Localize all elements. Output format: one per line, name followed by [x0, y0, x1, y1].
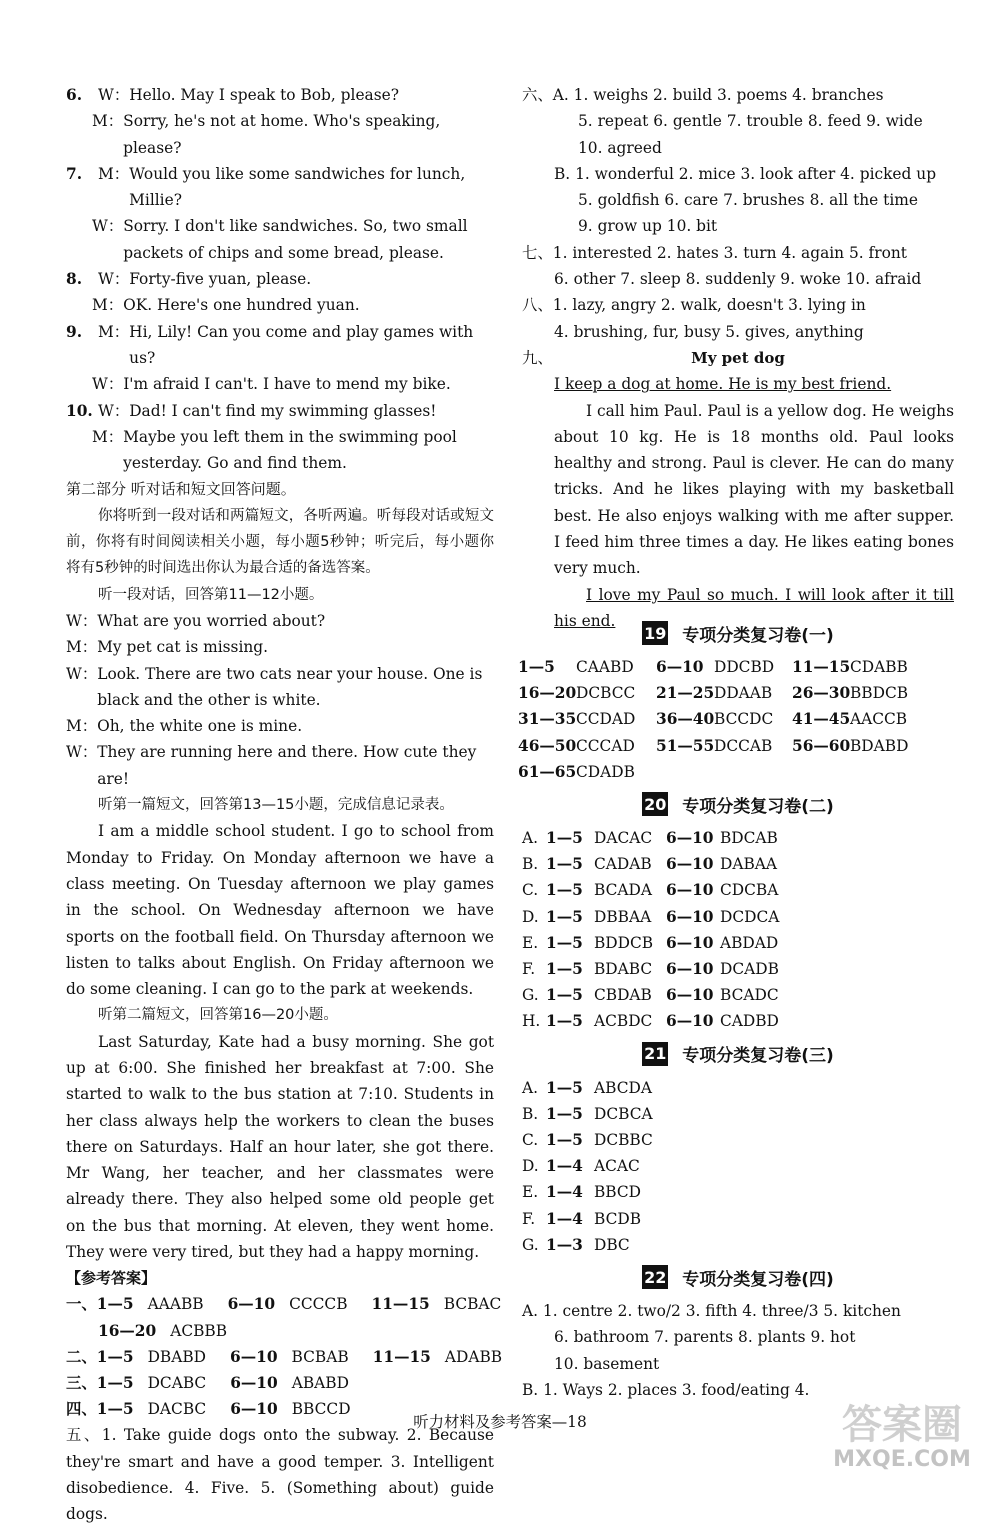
- row-letter: D.: [522, 907, 539, 926]
- answer-range: 16—20: [98, 1321, 157, 1340]
- answer-range: 6—10: [230, 1373, 278, 1392]
- section21-answers: [522, 1075, 954, 1258]
- answer-range: 三、1—5: [66, 1373, 134, 1392]
- answer-value: AAABB: [147, 1295, 204, 1314]
- answer-row: [522, 1232, 954, 1258]
- dialog-text: My pet cat is missing.: [97, 638, 269, 657]
- dialog-text: I'm afraid I can't. I have to mend my bike.: [123, 375, 451, 394]
- dialog-line: [66, 82, 494, 108]
- answer-cell: [656, 706, 792, 732]
- answer-value: DCBBC: [594, 1131, 653, 1150]
- answer-row-5: 五、1. Take guide dogs onto the subway. 2. Because they're smart and have a good temper. 3. Intelligent disobedience. 4. Five. 5. (Something about) guide dogs.: [66, 1426, 494, 1524]
- answer-range: 1—5: [546, 881, 583, 900]
- answer-range: 1—5: [546, 855, 583, 874]
- dialog-intro: 听一段对话，回答第11—12小题。: [98, 586, 324, 603]
- answer-value: CADAB: [594, 855, 652, 874]
- answer-cell: [518, 759, 656, 785]
- watermark-text-cn: 答案圈: [842, 1402, 962, 1448]
- section22-header: [522, 1262, 954, 1292]
- answer-value: DBBAA: [594, 907, 652, 926]
- section-number-badge: 19: [642, 621, 668, 645]
- answer-row: [522, 930, 954, 956]
- section20-header: [522, 789, 954, 819]
- answer-value: DBC: [594, 1235, 630, 1254]
- answer-value: ADABB: [444, 1347, 503, 1366]
- watermark-graphic: [808, 1392, 996, 1472]
- answer-range: 1—5: [546, 1078, 583, 1097]
- answer-range: 6—10: [666, 960, 714, 979]
- dialog-text: Oh, the white one is mine.: [97, 717, 303, 736]
- speaker: M：: [66, 717, 98, 736]
- answer-range: 1—5: [546, 960, 583, 979]
- conversation-line: [66, 608, 494, 634]
- answer-cell: [792, 680, 942, 706]
- answer-cell: [792, 706, 942, 732]
- speaker: M：: [92, 112, 124, 131]
- answer-row: [518, 759, 954, 785]
- passage1-intro: 听第一篇短文，回答第13—15小题，完成信息记录表。: [98, 797, 454, 814]
- answer-range: 36—40: [656, 710, 715, 729]
- speaker: W：: [66, 611, 98, 630]
- row-letter: C.: [522, 1131, 539, 1150]
- answer-range: 1—4: [546, 1183, 583, 1202]
- answer-range: 6—10: [666, 1012, 714, 1031]
- answer-row: [522, 1179, 954, 1205]
- section6-b-line2: 5. goldfish 6. care 7. brushes 8. all the time: [578, 191, 918, 210]
- answer-range: 6—10: [656, 658, 704, 676]
- answer-range: 6—10: [230, 1400, 278, 1419]
- dialog-text: Hello. May I speak to Bob, please?: [129, 86, 399, 104]
- section-title: 专项分类复习卷(二): [682, 796, 834, 817]
- answer-value: DCBCC: [576, 684, 636, 703]
- answer-range: 1—5: [546, 1104, 583, 1123]
- answer-value: DACBC: [147, 1400, 207, 1419]
- answer-value: BCBAB: [291, 1347, 349, 1366]
- row-letter: H.: [522, 1012, 541, 1031]
- section22-a-line2: 6. bathroom 7. parents 8. plants 9. hot: [554, 1328, 856, 1347]
- answer-range: 1—5: [546, 829, 583, 848]
- answer-cell: [518, 680, 656, 706]
- answer-range: 51—55: [656, 736, 715, 755]
- answer-value: CCCCB: [289, 1295, 348, 1314]
- essay-body: I call him Paul. Paul is a yellow dog. He weighs about 10 kg. He is 18 months old. Paul looks healthy and strong. Paul is clever. He can do many tricks. And he likes playing with my basketball best. He also enjoys walking with me after supper. I feed him three times a day. He likes eating bones very much.: [554, 401, 954, 578]
- dialog-text: Look. There are two cats near your house. One is black and the other is white.: [97, 664, 483, 709]
- answer-row: [518, 706, 954, 732]
- answer-value: DACAC: [594, 829, 653, 848]
- section6-a-line1: 六、A. 1. weighs 2. build 3. poems 4. branches: [522, 86, 884, 104]
- answer-value: CAABD: [576, 658, 634, 676]
- row-letter: F.: [522, 1209, 536, 1228]
- answer-range: 31—35: [518, 710, 577, 729]
- dialog-text: OK. Here's one hundred yuan.: [123, 296, 360, 315]
- section21-header: [522, 1039, 954, 1069]
- answer-value: BDDCB: [594, 933, 654, 952]
- answer-row-3: [66, 1370, 494, 1396]
- essay-opening: I keep a dog at home. He is my best friend.: [554, 375, 892, 394]
- section7-line1: 七、1. interested 2. hates 3. turn 4. again 5. front: [522, 243, 907, 262]
- dialog-line: [66, 424, 494, 477]
- answer-cell: [656, 654, 792, 680]
- dialog-text: They are running here and there. How cute they are!: [97, 743, 477, 788]
- speaker: W：: [66, 743, 98, 762]
- section-title: 专项分类复习卷(一): [682, 625, 834, 646]
- watermark-logo: [808, 1392, 996, 1472]
- answer-value: DCADB: [720, 960, 779, 979]
- answer-row: [522, 851, 954, 877]
- answer-value: BCDB: [594, 1209, 642, 1228]
- answer-value: CADBD: [720, 1012, 779, 1031]
- answer-range: 6—10: [666, 829, 714, 848]
- answer-value: AACCB: [850, 710, 908, 729]
- answer-cell: [792, 733, 942, 759]
- answer-row: [522, 1153, 954, 1179]
- dialog-text: Sorry, he's not at home. Who's speaking, please?: [123, 112, 441, 157]
- answer-value: BDCAB: [720, 829, 778, 848]
- answer-sections: [518, 614, 954, 1403]
- answer-value: BBCCD: [291, 1400, 351, 1419]
- answer-range: 二、1—5: [66, 1347, 134, 1366]
- answer-row: [522, 982, 954, 1008]
- answer-range: 1—5: [546, 1131, 583, 1150]
- answer-value: BBDCB: [850, 684, 909, 703]
- section-number-badge: 20: [642, 792, 668, 816]
- answer-range: 16—20: [518, 684, 577, 703]
- answer-value: CDABB: [850, 658, 908, 676]
- dialog-text: Dad! I can't find my swimming glasses!: [129, 401, 437, 420]
- answer-range: 6—10: [666, 933, 714, 952]
- section-number-badge: 21: [642, 1042, 668, 1066]
- answer-range: 6—10: [666, 881, 714, 900]
- row-letter: C.: [522, 881, 539, 900]
- answer-value: DABAA: [720, 855, 777, 874]
- essay-closing: I love my Paul so much. I will look after it till his end.: [554, 585, 954, 630]
- answer-value: CBDAB: [594, 986, 652, 1005]
- answer-value: ACBBB: [170, 1321, 228, 1340]
- answer-range: 一、1—5: [66, 1295, 134, 1314]
- speaker: M：: [92, 427, 124, 446]
- row-letter: A.: [522, 829, 539, 848]
- section6-b-line1: B. 1. wonderful 2. mice 3. look after 4. picked up: [554, 164, 937, 183]
- answer-range: 1—5: [546, 907, 583, 926]
- dialog-line: [66, 398, 494, 424]
- answer-value: DDAAB: [714, 684, 773, 703]
- answer-range: 1—5: [546, 933, 583, 952]
- section19-answers: [518, 654, 954, 785]
- dialog-list: [66, 82, 494, 476]
- answer-row: [522, 877, 954, 903]
- answer-range: 6—10: [666, 986, 714, 1005]
- answer-row: [522, 904, 954, 930]
- dialog-line: [66, 108, 494, 161]
- answer-range: 6—10: [227, 1295, 276, 1314]
- answer-row: [522, 956, 954, 982]
- section-number-badge: 22: [642, 1265, 668, 1289]
- dialog-line: [66, 371, 494, 397]
- passage1-text: I am a middle school student. I go to school from Monday to Friday. On Monday afternoon we have a class meeting. On Tuesday afternoon we play games in the school. On Wednesday afternoon we have sports on the football field. On Thursday afternoon we listen to talks about English. On Friday afternoon we do some cleaning. I can go to the park at weekends.: [66, 822, 494, 999]
- dialog-text: Sorry. I don't like sandwiches. So, two small packets of chips and some bread, please.: [123, 217, 468, 262]
- answer-range: 1—5: [546, 986, 583, 1005]
- row-letter: E.: [522, 933, 539, 952]
- dialog-line: [66, 292, 494, 318]
- answer-range: 6—10: [666, 855, 714, 874]
- answer-cell: [792, 654, 942, 680]
- answer-range: 56—60: [792, 736, 851, 755]
- answer-range: 四、1—5: [66, 1400, 134, 1419]
- answer-value: CDADB: [576, 762, 635, 781]
- dialog-text: Hi, Lily! Can you come and play games with us?: [129, 322, 474, 367]
- dialog-text: Would you like some sandwiches for lunch, Millie?: [129, 164, 466, 210]
- answer-range: 1—3: [546, 1235, 583, 1254]
- answer-row: [518, 680, 954, 706]
- row-letter: B.: [522, 855, 539, 874]
- speaker: M：: [98, 164, 130, 183]
- speaker: M：: [98, 322, 130, 341]
- answer-row: [522, 825, 954, 851]
- section22-a-line1: A. 1. centre 2. two/2 3. fifth 4. three/3 5. kitchen: [522, 1302, 901, 1321]
- answer-value: ACBDC: [594, 1012, 653, 1031]
- section8-line1: 八、1. lazy, angry 2. walk, doesn't 3. lying in: [522, 296, 866, 315]
- watermark-text-url: MXQE.COM: [833, 1447, 971, 1472]
- answer-row: [522, 1206, 954, 1232]
- answer-cell: [656, 680, 792, 706]
- answer-value: BDABC: [594, 960, 653, 979]
- section9-label: 九、: [522, 348, 553, 367]
- passage2-text: Last Saturday, Kate had a busy morning. She got up at 6:00. She finished her breakfast at 7:00. She started to walk to the bus station at 7:10. Students in her class always help the workers to clean the buses there on Saturdays. Half an hour later, she got there. Mr Wang, her teacher, and her classmates were already there. They also helped some old people get on the bus that morning. At eleven, they went home. They were very tired, but they had a happy morning.: [66, 1032, 494, 1262]
- dialog-line: [66, 266, 494, 292]
- answer-range: 1—4: [546, 1209, 583, 1228]
- dialog-number: 7.: [66, 164, 83, 183]
- dialog-line: [66, 161, 494, 214]
- answer-value: CCDAD: [576, 710, 636, 729]
- answer-row: [522, 1127, 954, 1153]
- conversation: [66, 608, 494, 792]
- row-letter: E.: [522, 1183, 539, 1202]
- answer-range: 1—5: [518, 658, 555, 676]
- part2-title: 第二部分 听对话和短文回答问题。: [66, 480, 296, 499]
- section9-header: [522, 345, 954, 371]
- dialog-number: 8.: [66, 270, 83, 289]
- answer-range: 1—5: [546, 1012, 583, 1031]
- answer-value: BCADA: [594, 881, 652, 900]
- section20-answers: [522, 825, 954, 1035]
- section19-header: [522, 618, 954, 648]
- dialog-line: [66, 213, 494, 266]
- speaker: W：: [98, 270, 130, 289]
- answer-value: BCADC: [720, 986, 779, 1005]
- dialog-line: [66, 319, 494, 372]
- conversation-line: [66, 713, 494, 739]
- answer-row-1: [66, 1291, 502, 1317]
- section-title: 专项分类复习卷(四): [682, 1269, 834, 1290]
- section-title: 专项分类复习卷(三): [682, 1046, 834, 1067]
- answer-value: DBABD: [147, 1347, 207, 1366]
- answer-value: DCDCA: [720, 907, 780, 926]
- dialog-number: 6.: [66, 86, 83, 104]
- speaker: W：: [98, 86, 130, 104]
- answer-cell: [518, 706, 656, 732]
- section6-a-line2: 5. repeat 6. gentle 7. trouble 8. feed 9. wide: [578, 112, 923, 131]
- answer-range: 21—25: [656, 684, 715, 703]
- section22-b-line1: B. 1. Ways 2. places 3. food/eating 4.: [522, 1380, 810, 1399]
- section6-a-line3: 10. agreed: [578, 138, 662, 157]
- speaker: M：: [92, 296, 124, 315]
- dialog-text: Maybe you left them in the swimming pool yesterday. Go and find them.: [123, 427, 457, 473]
- conversation-line: [66, 739, 494, 792]
- answer-range: 11—15: [372, 1347, 431, 1366]
- answer-value: CDCBA: [720, 881, 779, 900]
- answer-value: ABCDA: [594, 1078, 652, 1097]
- conversation-line: [66, 661, 494, 714]
- speaker: W：: [98, 401, 130, 420]
- reference-answers-title: 【参考答案】: [66, 1269, 157, 1288]
- answer-range: 26—30: [792, 684, 851, 703]
- answer-cell: [518, 654, 656, 680]
- page-footer: 听力材料及参考答案—18: [413, 1413, 587, 1431]
- dialog-text: Forty-five yuan, please.: [129, 270, 312, 289]
- answer-range: 1—4: [546, 1157, 583, 1176]
- answer-range: 41—45: [792, 710, 851, 729]
- row-letter: B.: [522, 1104, 539, 1123]
- answer-value: CCCAD: [576, 736, 635, 755]
- essay-opening-wrap: [522, 371, 954, 397]
- answer-range: 11—15: [371, 1295, 430, 1314]
- answer-row-2: [66, 1344, 503, 1370]
- right-column: [522, 82, 954, 634]
- answer-value: ABABD: [291, 1373, 349, 1392]
- answer-value: ACAC: [594, 1157, 640, 1176]
- speaker: M：: [66, 638, 98, 657]
- section22-a-line3: 10. basement: [554, 1354, 660, 1373]
- answer-value: ABDAD: [720, 933, 779, 952]
- row-letter: D.: [522, 1157, 539, 1176]
- answer-value: BCCDC: [714, 710, 774, 729]
- answer-value: DCABC: [147, 1373, 207, 1392]
- answer-row: [522, 1101, 954, 1127]
- answer-value: DCBCA: [594, 1104, 653, 1123]
- essay-title: My pet dog: [691, 348, 785, 367]
- speaker: W：: [92, 217, 124, 236]
- row-letter: G.: [522, 1235, 539, 1254]
- answer-value: BCBAC: [443, 1295, 502, 1314]
- answer-row: [518, 733, 954, 759]
- dialog-number: 10.: [66, 401, 93, 420]
- answer-value: DCCAB: [714, 736, 773, 755]
- conversation-line: [66, 634, 494, 660]
- row-letter: F.: [522, 960, 536, 979]
- answer-value: DDCBD: [714, 658, 775, 676]
- answer-range: 46—50: [518, 736, 577, 755]
- section8-line2: 4. brushing, fur, busy 5. gives, anything: [554, 322, 864, 341]
- speaker: W：: [92, 375, 124, 394]
- answer-row: [518, 654, 954, 680]
- row-letter: G.: [522, 986, 539, 1005]
- part2-instructions: 你将听到一段对话和两篇短文，各听两遍。听每段对话或短文前，你将有时间阅读相关小题，每小题5秒钟；听完后，每小题你将有5秒钟的时间选出你认为最合适的备选答案。: [66, 507, 494, 577]
- answer-range: 6—10: [230, 1347, 278, 1366]
- answer-row-1b: [66, 1318, 494, 1344]
- section7-line2: 6. other 7. sleep 8. suddenly 9. woke 10. afraid: [554, 270, 922, 289]
- answer-value: BDABD: [850, 736, 909, 755]
- answer-cell: [518, 733, 656, 759]
- answer-cell: [656, 733, 792, 759]
- dialog-number: 9.: [66, 322, 83, 341]
- answer-range: 11—15: [792, 658, 851, 676]
- passage2-intro: 听第二篇短文，回答第16—20小题。: [98, 1007, 338, 1024]
- answer-row: [522, 1008, 954, 1034]
- section6-b-line3: 9. grow up 10. bit: [578, 217, 718, 236]
- speaker: W：: [66, 664, 98, 683]
- answer-range: 61—65: [518, 762, 577, 781]
- dialog-text: What are you worried about?: [97, 611, 326, 630]
- row-letter: A.: [522, 1078, 539, 1097]
- answer-value: BBCD: [594, 1183, 642, 1202]
- answer-row: [522, 1075, 954, 1101]
- answer-range: 6—10: [666, 907, 714, 926]
